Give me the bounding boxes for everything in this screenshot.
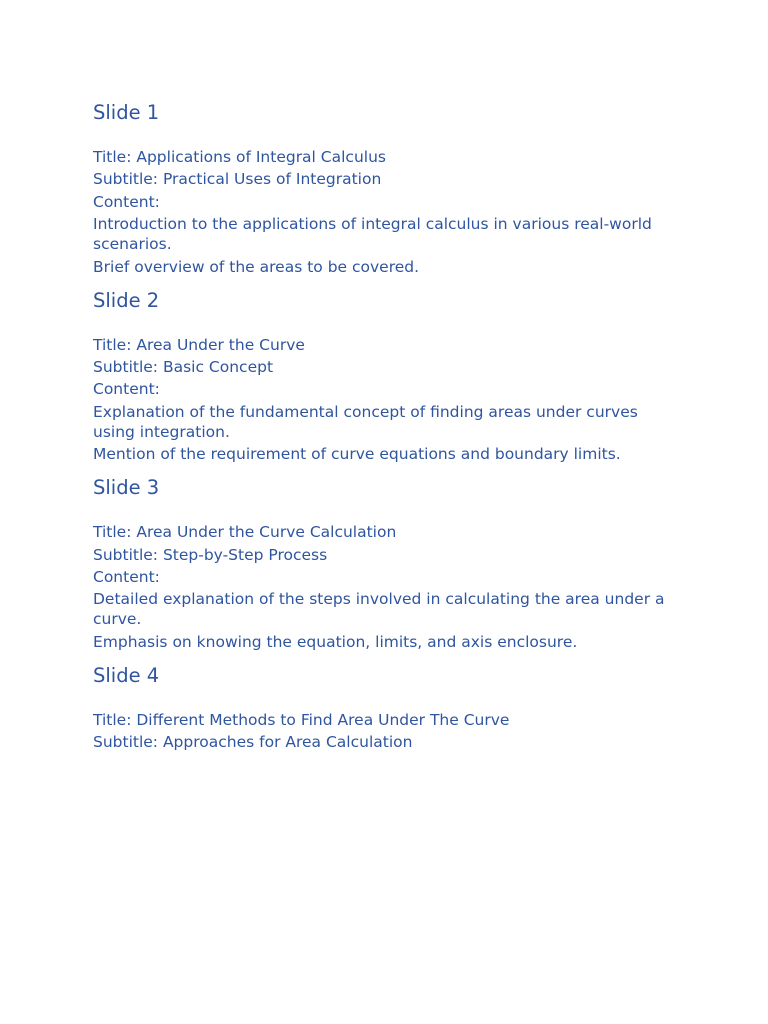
slide-subtitle-line: Subtitle: Basic Concept bbox=[93, 357, 274, 376]
slide-title-line: Title: Different Methods to Find Area Under The Curve bbox=[93, 710, 510, 729]
document-page bbox=[93, 100, 673, 754]
slide-title-line: Title: Area Under the Curve bbox=[93, 335, 305, 354]
slide-3-section bbox=[93, 475, 673, 652]
slide-1-section bbox=[93, 100, 673, 277]
slide-heading: Slide 3 bbox=[93, 476, 160, 500]
slide-content-line: Mention of the requirement of curve equations and boundary limits. bbox=[93, 445, 621, 464]
slide-subtitle-line: Subtitle: Step-by-Step Process bbox=[93, 545, 328, 564]
slide-subtitle-line: Subtitle: Approaches for Area Calculation bbox=[93, 733, 413, 752]
slide-heading: Slide 2 bbox=[93, 288, 160, 312]
slide-content-line: Brief overview of the areas to be covered. bbox=[93, 257, 420, 276]
slide-content-line: Explanation of the fundamental concept of finding areas under curves using integration. bbox=[93, 402, 638, 441]
slide-4-section bbox=[93, 663, 673, 752]
slide-heading: Slide 4 bbox=[93, 663, 160, 687]
slide-title-line: Title: Area Under the Curve Calculation bbox=[93, 523, 397, 542]
slide-2-section bbox=[93, 288, 673, 465]
slide-content-label: Content: bbox=[93, 192, 160, 211]
slide-subtitle-line: Subtitle: Practical Uses of Integration bbox=[93, 170, 382, 189]
slide-content-label: Content: bbox=[93, 567, 160, 586]
slide-content-line: Emphasis on knowing the equation, limits, and axis enclosure. bbox=[93, 632, 578, 651]
slide-content-label: Content: bbox=[93, 380, 160, 399]
slide-content-line: Introduction to the applications of integral calculus in various real-world scenarios. bbox=[93, 215, 652, 254]
slide-heading: Slide 1 bbox=[93, 101, 160, 124]
slide-content-line: Detailed explanation of the steps involved in calculating the area under a curve. bbox=[93, 590, 665, 629]
slide-title-line: Title: Applications of Integral Calculus bbox=[93, 148, 386, 166]
